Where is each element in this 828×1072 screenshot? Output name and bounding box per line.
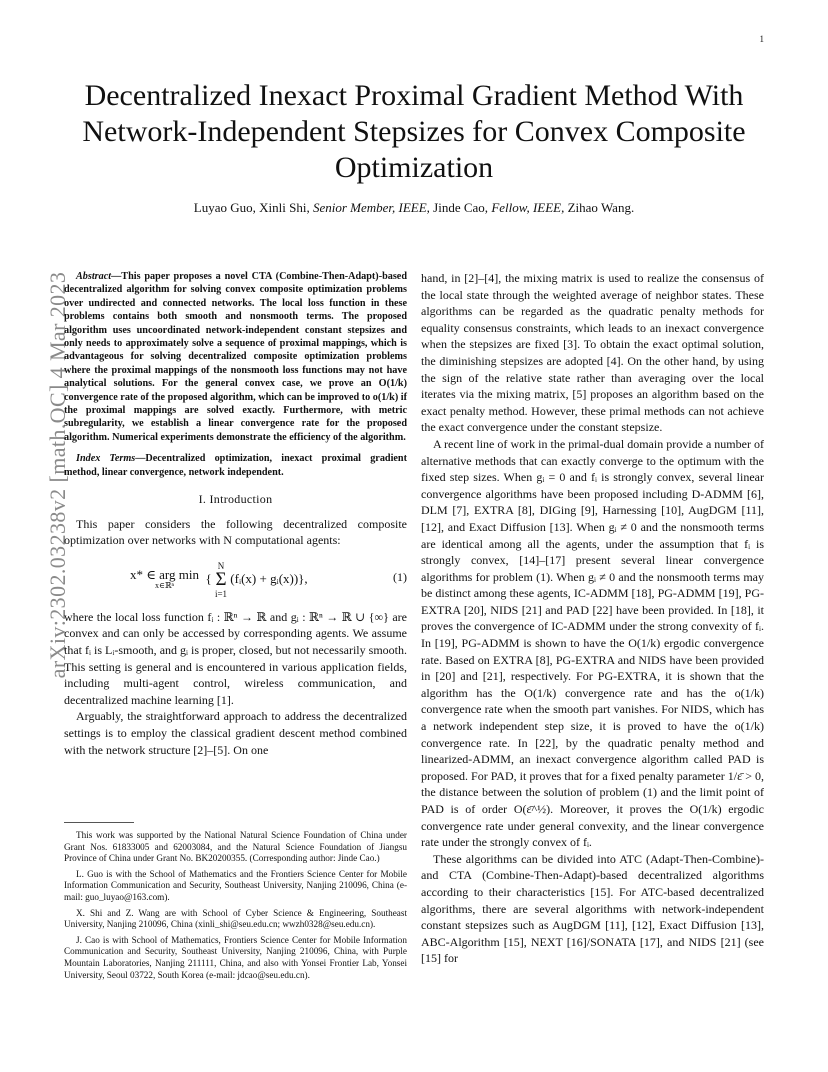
equation-body bbox=[130, 561, 308, 599]
author-1-role: Senior Member, IEEE, bbox=[312, 200, 430, 215]
footnote-author-shi-wang: X. Shi and Z. Wang are with School of Cyber Science & Engineering, Southeast University, Nanjing 210096, China (xinli_shi@seu.edu.cn; wwzh0328@seu.edu.cn). bbox=[64, 907, 407, 930]
intro-paragraph-1: This paper considers the following decentralized composite optimization over networks with N computational agents: bbox=[64, 516, 407, 548]
equation-brace: { bbox=[202, 570, 212, 586]
author-1: Luyao Guo, Xinli Shi, bbox=[193, 200, 313, 215]
abstract bbox=[64, 270, 407, 444]
right-paragraph-3: These algorithms can be divided into ATC (Adapt-Then-Combine)- and CTA (Combine-Then-Adapt)-based decentralized algorithms according to their characteristics [15]. For ATC-based decentralized algorithms, there are several algorithms with network-independent constant stepsizes such as AugDGM [11], [12], Exact Diffusion [13], ABC-Algorithm [15], NEXT [16]/SONATA [17], and NIDS [21] (see [15] for bbox=[421, 851, 764, 966]
abstract-label: Abstract bbox=[76, 271, 112, 282]
right-paragraph-1: hand, in [2]–[4], the mixing matrix is used to realize the consensus of the local state through the weighted average of neighbor states. These algorithms can be regarded as the quadratic penalty methods for equality consensus constraints, which leads to an inexact convergence when the stepsizes are fixed [3]. To obtain the exact optimal solution, the diminishing stepsizes are adopted [4]. On the other hand, by using the sign of the relative state rather than averaging over the local iterates via the mixing matrix, [5] proposes an algorithm based on the exact penalty method. However, these primal methods can not achieve the exact convergence under the constant stepsize. bbox=[421, 271, 764, 435]
sum-lower: i=1 bbox=[214, 588, 228, 599]
right-paragraph-2: A recent line of work in the primal-dual domain provide a number of alternative methods that can exactly converge to the optimum with the fixed step sizes. When gᵢ = 0 and fᵢ is strongly convex, several linear convergence algorithms have been proposed including D-ADMM [6], DLM [7], EXTRA [8], DIGing [9], Harnessing [10], AugDGM [11], [12], and Exact Diffusion [13]. When gᵢ ≠ 0 and the nonsmooth terms are identical among all the agents, under the assumption that fᵢ is strongly convex, [14]–[17] present several linear convergence algorithms for problem (1). When gᵢ ≠ 0 and the nonsmooth terms may be distinct among these agents, IC-ADMM [18], PG-ADMM [19], PG-EXTRA [20], NIDS [21] and PAD [22] have been provided. In [18], it proves the convergence of IC-ADMM under the strong convexity of fᵢ. In [19], PG-ADMM is shown to have the O(1/k) ergodic convergence rate. Based on EXTRA [8], PG-EXTRA and NIDS have been provided in [20] and [21], respectively. For PG-EXTRA, it is shown that the algorithm has the O(1/k) convergence rate and has the o(1/k) convergence rate when the smooth part vanishes. For NIDS, which has a network independent step size, it is proved to have the o(1/k) convergence rate. In [22], by the quadratic penalty method and linearized-ADMM, an inexact convergence algorithm called PAD is proposed. For PAD, it proves that for a fixed penalty parameter 1/ε̄ > 0, the distance between the solution of problem (1) and the limit point of PAD is of order O(ε̄^½). Moreover, it proves the O(1/k) ergodic convergence rate under general convexity, and the linear convergence rate under the strongly convex of fᵢ. bbox=[421, 436, 764, 850]
section-heading-introduction: I. Introduction bbox=[198, 492, 273, 507]
arxiv-stamp: arXiv:2302.03238v2 [math.OC] 4 Mar 2023 bbox=[45, 271, 70, 679]
equation-lhs: x* ∈ arg min bbox=[130, 566, 199, 582]
index-terms bbox=[64, 452, 407, 479]
footnote-author-guo: L. Guo is with the School of Mathematics and the Frontiers Science Center for Mobile Information Communication and Security, Southeast University, Nanjing 210096, China (e-mail: guo_luyao@163.com). bbox=[64, 868, 407, 902]
intro-paragraph-3: Arguably, the straightforward approach to address the decentralized settings is to employ the classical gradient descent method combined with the network structure [2]–[5]. On one bbox=[64, 709, 407, 757]
footnotes bbox=[64, 830, 407, 985]
page-number: 1 bbox=[759, 34, 764, 44]
left-column bbox=[64, 270, 407, 758]
author-2: Jinde Cao, bbox=[429, 200, 492, 215]
sum-upper: N bbox=[217, 560, 225, 571]
author-line bbox=[80, 200, 748, 216]
index-terms-text: —Decentralized optimization, inexact proximal gradient method, linear convergence, network independent. bbox=[64, 453, 407, 478]
abstract-text: —This paper proposes a novel CTA (Combine-Then-Adapt)-based decentralized algorithm for solving convex composite optimization problems over undirected and connected networks. The local loss function in these problems contains both smooth and nonsmooth terms. The proposed algorithm uses uncoordinated network-independent constant stepsizes and only needs to approximately solve a sequence of proximal mappings, which is advantageous for solving decentralized composite optimization problems where the proximal mappings of the nonsmooth loss functions may not have analytical solutions. For the general convex case, we prove an O(1/k) convergence rate of the proposed algorithm, which can be improved to o(1/k) if the proximal mappings are solved exactly. Furthermore, with metric subregularity, we establish a linear convergence rate for the proposed algorithm. Numerical experiments demonstrate the efficiency of the algorithm. bbox=[64, 271, 407, 443]
argmin-operator bbox=[130, 566, 199, 591]
author-2-role: Fellow, IEEE, bbox=[491, 200, 565, 215]
right-column bbox=[421, 270, 764, 967]
equation-number: (1) bbox=[393, 569, 407, 584]
argmin-subscript: x∈ℝⁿ bbox=[154, 580, 175, 590]
paper-title: Decentralized Inexact Proximal Gradient Method With Network-Independent Stepsizes for Convex Composite Optimization bbox=[82, 79, 746, 184]
index-terms-label: Index Terms bbox=[76, 453, 136, 465]
intro-paragraph-2: where the local loss function fᵢ : ℝⁿ → ℝ and gᵢ : ℝⁿ → ℝ ∪ {∞} are convex and can only be accessed by corresponding agents. We assume that fᵢ is Lᵢ-smooth, and gᵢ is proper, closed, but not necessarily smooth. This setting is general and is encountered in various application fields, including multi-agent control, wireless communication, and decentralized machine learning [1]. bbox=[64, 609, 407, 707]
footnote-funding: This work was supported by the National Natural Science Foundation of China under Grant Nos. 61833005 and 62003084, and the Natural Science Foundation of Jiangsu Province of China under Grant No. BK20200355. (Corresponding author: Jinde Cao.) bbox=[64, 830, 407, 864]
footnote-divider bbox=[64, 822, 134, 823]
footnote-author-cao: J. Cao is with School of Mathematics, Frontiers Science Center for Mobile Information Communication and Security, Southeast University, Nanjing 210096, China, with Purple Mountain Laboratories, Nanjing 211111, China, and also with Yonsei Frontier Lab, Yonsei University, Seoul 03722, South Korea (e-mail: jdcao@seu.edu.cn). bbox=[64, 934, 407, 980]
equation-rhs: (fᵢ(x) + gᵢ(x))}, bbox=[230, 570, 308, 586]
equation-1 bbox=[64, 555, 407, 603]
sum-operator bbox=[215, 561, 227, 599]
author-3: Zihao Wang. bbox=[564, 200, 635, 215]
sigma-symbol: Σ bbox=[215, 568, 227, 590]
